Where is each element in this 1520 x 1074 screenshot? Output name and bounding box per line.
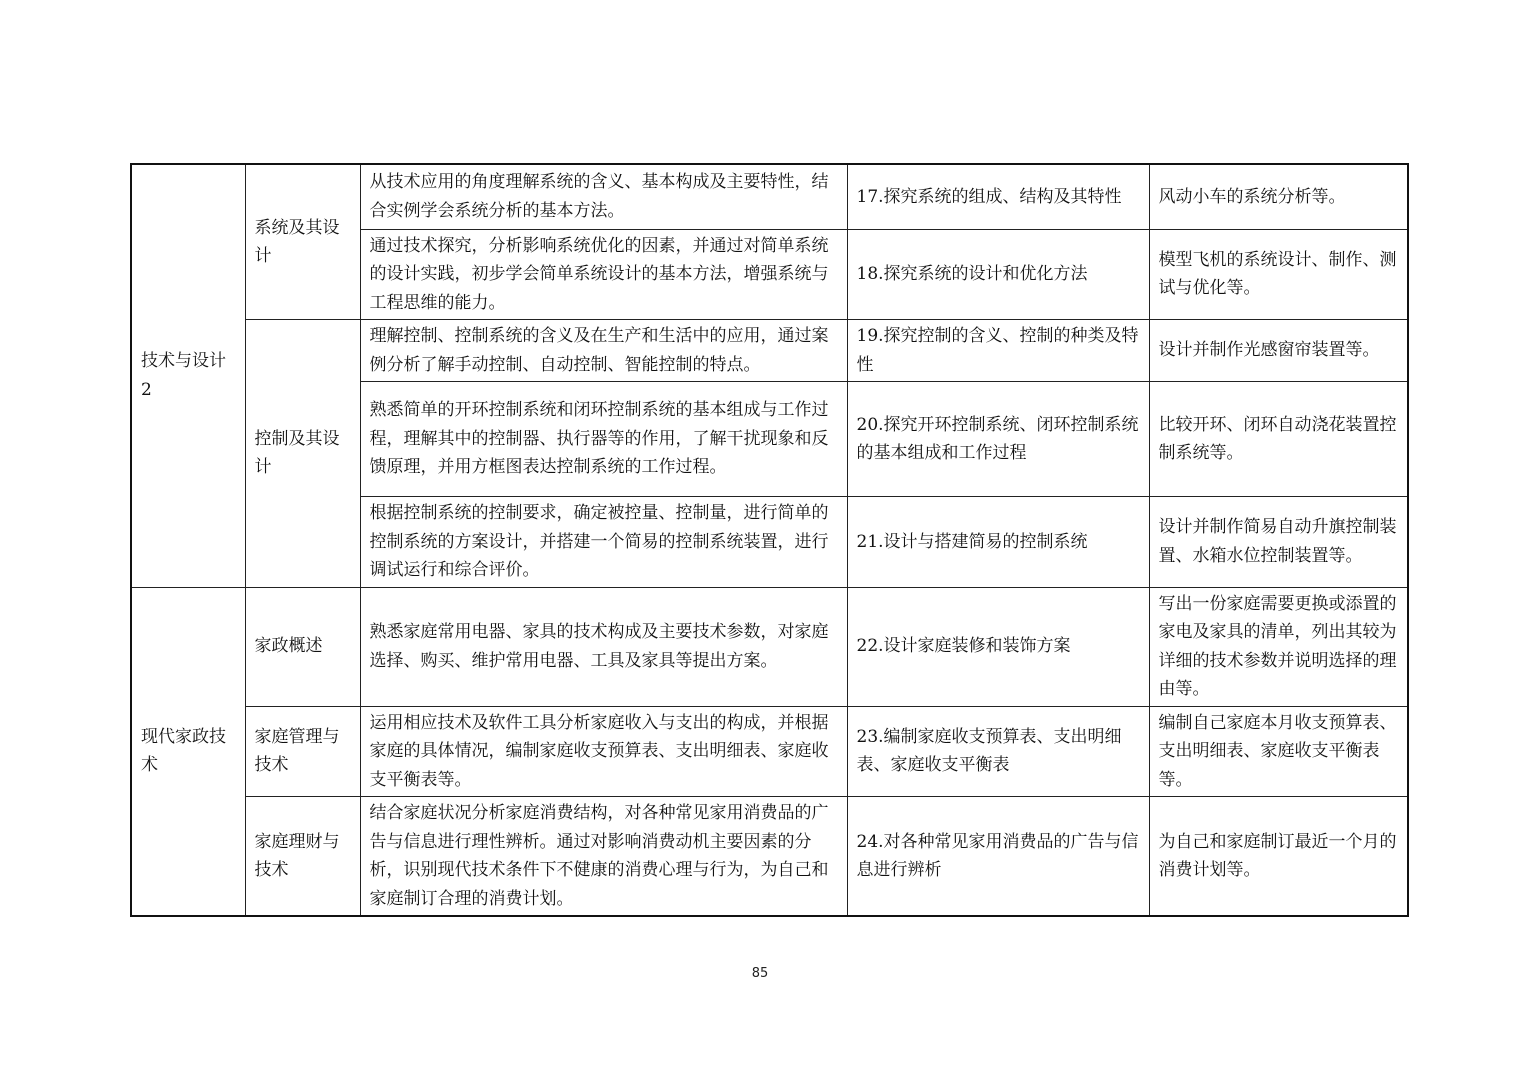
activity-cell: 18.探究系统的设计和优化方法 xyxy=(847,229,1149,320)
example-cell: 模型飞机的系统设计、制作、测试与优化等。 xyxy=(1149,229,1408,320)
table-row xyxy=(131,587,1408,706)
example-cell: 为自己和家庭制订最近一个月的消费计划等。 xyxy=(1149,797,1408,917)
module-cell: 现代家政技术 xyxy=(131,587,245,916)
example-cell: 风动小车的系统分析等。 xyxy=(1149,164,1408,229)
table-row xyxy=(131,706,1408,797)
unit-cell: 家政概述 xyxy=(245,587,360,706)
activity-cell: 23.编制家庭收支预算表、支出明细表、家庭收支平衡表 xyxy=(847,706,1149,797)
page-number: 85 xyxy=(751,966,769,981)
requirement-cell: 熟悉简单的开环控制系统和闭环控制系统的基本组成与工作过程，理解其中的控制器、执行器等的作用，了解干扰现象和反馈原理，并用方框图表达控制系统的工作过程。 xyxy=(360,382,847,497)
activity-cell: 22.设计家庭装修和装饰方案 xyxy=(847,587,1149,706)
example-cell: 写出一份家庭需要更换或添置的家电及家具的清单，列出其较为详细的技术参数并说明选择的理由等。 xyxy=(1149,587,1408,706)
curriculum-table xyxy=(130,163,1409,917)
activity-cell: 24.对各种常见家用消费品的广告与信息进行辨析 xyxy=(847,797,1149,917)
unit-cell: 系统及其设计 xyxy=(245,164,360,320)
unit-cell: 家庭理财与技术 xyxy=(245,797,360,917)
requirement-cell: 熟悉家庭常用电器、家具的技术构成及主要技术参数，对家庭选择、购买、维护常用电器、工具及家具等提出方案。 xyxy=(360,587,847,706)
table-row xyxy=(131,797,1408,917)
example-cell: 编制自己家庭本月收支预算表、支出明细表、家庭收支平衡表等。 xyxy=(1149,706,1408,797)
activity-cell: 20.探究开环控制系统、闭环控制系统的基本组成和工作过程 xyxy=(847,382,1149,497)
module-cell: 技术与设计2 xyxy=(131,164,245,587)
example-cell: 设计并制作光感窗帘装置等。 xyxy=(1149,320,1408,382)
curriculum-table-body xyxy=(131,164,1408,916)
example-cell: 比较开环、闭环自动浇花装置控制系统等。 xyxy=(1149,382,1408,497)
activity-cell: 17.探究系统的组成、结构及其特性 xyxy=(847,164,1149,229)
activity-cell: 19.探究控制的含义、控制的种类及特性 xyxy=(847,320,1149,382)
requirement-cell: 理解控制、控制系统的含义及在生产和生活中的应用，通过案例分析了解手动控制、自动控制、智能控制的特点。 xyxy=(360,320,847,382)
activity-cell: 21.设计与搭建简易的控制系统 xyxy=(847,497,1149,588)
example-cell: 设计并制作简易自动升旗控制装置、水箱水位控制装置等。 xyxy=(1149,497,1408,588)
table-row xyxy=(131,320,1408,382)
requirement-cell: 根据控制系统的控制要求，确定被控量、控制量，进行简单的控制系统的方案设计，并搭建一个简易的控制系统装置，进行调试运行和综合评价。 xyxy=(360,497,847,588)
unit-cell: 控制及其设计 xyxy=(245,320,360,588)
requirement-cell: 通过技术探究，分析影响系统优化的因素，并通过对简单系统的设计实践，初步学会简单系统设计的基本方法，增强系统与工程思维的能力。 xyxy=(360,229,847,320)
requirement-cell: 从技术应用的角度理解系统的含义、基本构成及主要特性，结合实例学会系统分析的基本方法。 xyxy=(360,164,847,229)
requirement-cell: 结合家庭状况分析家庭消费结构，对各种常见家用消费品的广告与信息进行理性辨析。通过对影响消费动机主要因素的分析，识别现代技术条件下不健康的消费心理与行为，为自己和家庭制订合理的消费计划。 xyxy=(360,797,847,917)
unit-cell: 家庭管理与技术 xyxy=(245,706,360,797)
table-row xyxy=(131,164,1408,229)
requirement-cell: 运用相应技术及软件工具分析家庭收入与支出的构成，并根据家庭的具体情况，编制家庭收支预算表、支出明细表、家庭收支平衡表等。 xyxy=(360,706,847,797)
